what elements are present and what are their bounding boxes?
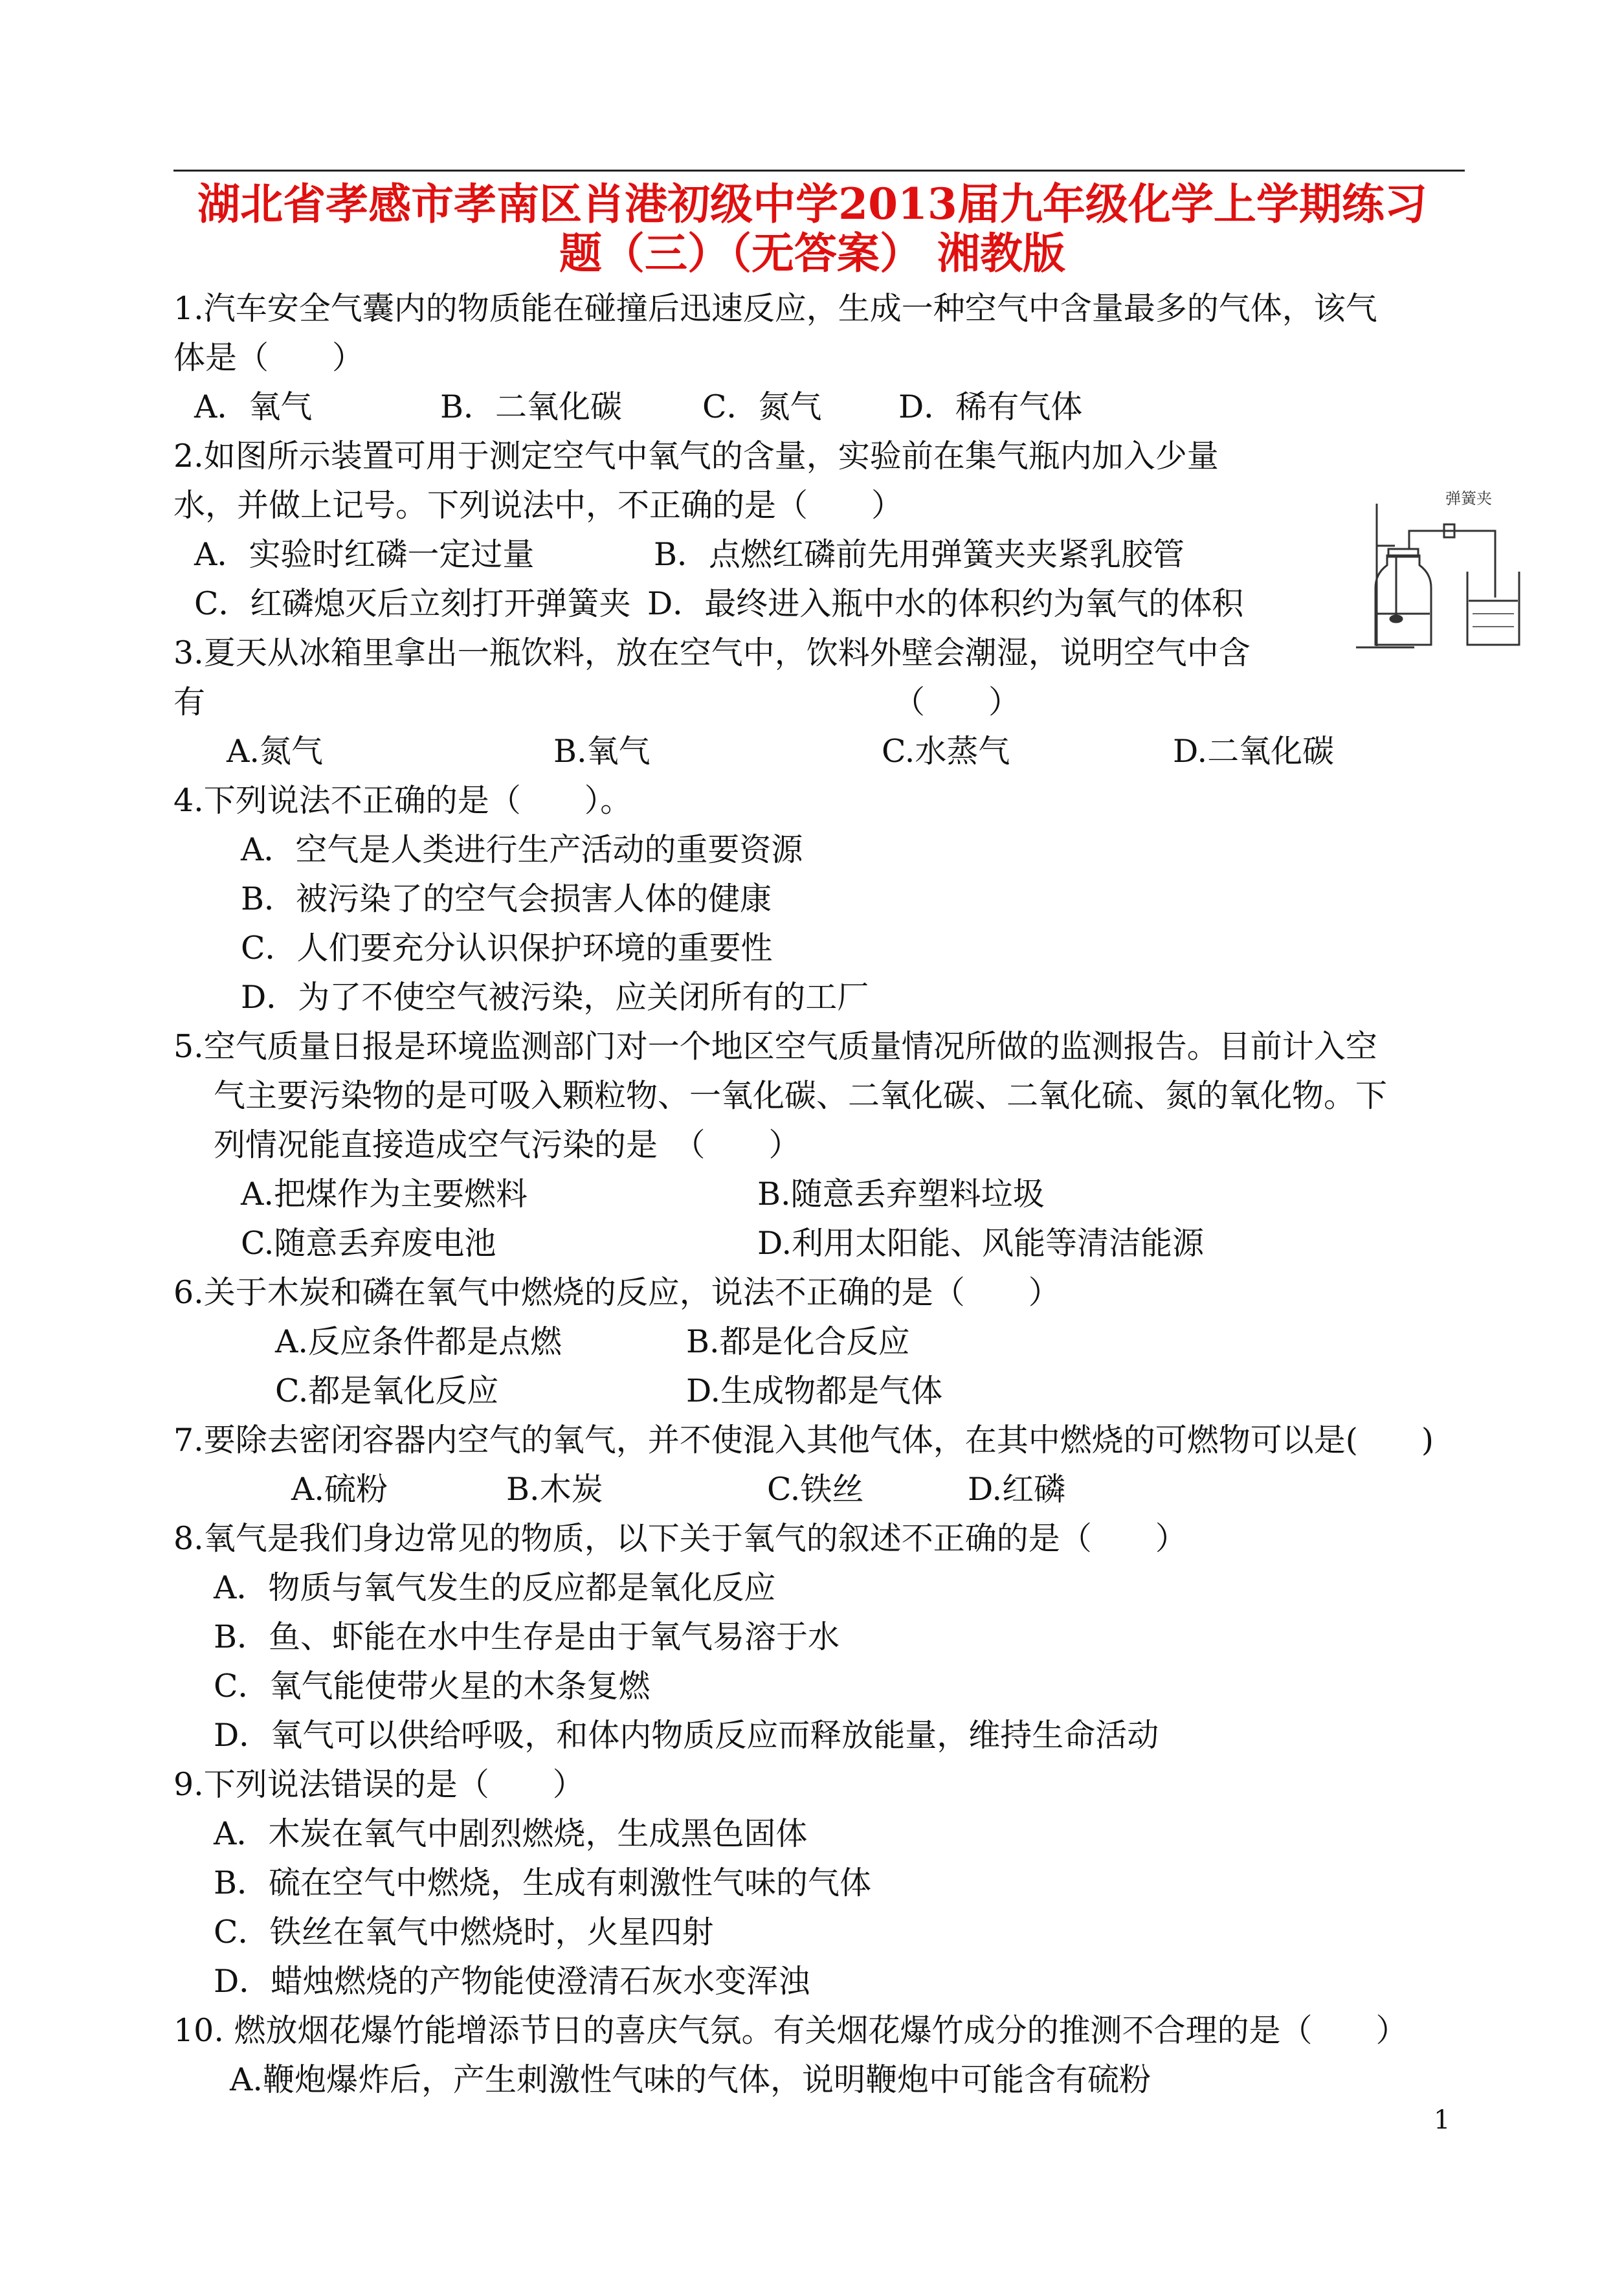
q7-option-d: D.红磷 xyxy=(968,1471,1066,1508)
q2-option-b: B．点燃红磷前先用弹簧夹夹紧乳胶管 xyxy=(654,536,1185,573)
q5-stem-cont-2: 列情况能直接造成空气污染的是 （ ） xyxy=(214,1126,801,1163)
q5-stem: 5.空气质量日报是环境监测部门对一个地区空气质量情况所做的监测报告。目前计入空 xyxy=(173,1028,1377,1065)
q9-option-a: A．木炭在氧气中剧烈燃烧，生成黑色固体 xyxy=(214,1815,808,1852)
q2-option-c: C．红磷熄灭后立刻打开弹簧夹 xyxy=(194,585,631,622)
apparatus-figure xyxy=(1350,484,1528,666)
spring-clip-label: 弹簧夹 xyxy=(1445,489,1492,508)
q5-stem-cont-1: 气主要污染物的是可吸入颗粒物、一氧化碳、二氧化碳、二氧化硫、氮的氧化物。下 xyxy=(214,1077,1388,1114)
q7-option-a: A.硫粉 xyxy=(291,1471,388,1508)
q3-option-b: B.氧气 xyxy=(553,733,651,770)
q2-option-d: D．最终进入瓶中水的体积约为氧气的体积 xyxy=(647,585,1244,622)
burning-spoon xyxy=(1390,616,1402,622)
q4-option-b: B．被污染了的空气会损害人体的健康 xyxy=(241,880,772,917)
q9-stem: 9.下列说法错误的是（ ） xyxy=(173,1766,584,1803)
q8-option-c: C．氧气能使带火星的木条复燃 xyxy=(214,1668,651,1705)
document-title-line-1: 湖北省孝感市孝南区肖港初级中学2013届九年级化学上学期练习 xyxy=(197,179,1427,229)
q3-stem: 3.夏天从冰箱里拿出一瓶饮料，放在空气中，饮料外壁会潮湿，说明空气中含 xyxy=(173,634,1251,671)
q4-option-d: D．为了不使空气被污染，应关闭所有的工厂 xyxy=(241,979,869,1016)
q8-option-d: D．氧气可以供给呼吸，和体内物质反应而释放能量，维持生命活动 xyxy=(214,1717,1159,1754)
q10-option-a: A.鞭炮爆炸后，产生刺激性气味的气体，说明鞭炮中可能含有硫粉 xyxy=(230,2061,1151,2098)
q3-option-a: A.氮气 xyxy=(227,733,323,770)
q1-option-a: A．氧气 xyxy=(194,388,313,425)
beaker xyxy=(1467,572,1519,645)
q6-option-a: A.反应条件都是点燃 xyxy=(275,1323,562,1360)
q5-option-c: C.随意丢弃废电池 xyxy=(241,1225,496,1262)
q6-option-d: D.生成物都是气体 xyxy=(686,1372,943,1409)
q7-option-c: C.铁丝 xyxy=(767,1471,864,1508)
q9-option-b: B．硫在空气中燃烧，生成有刺激性气味的气体 xyxy=(214,1864,872,1901)
q6-option-c: C.都是氧化反应 xyxy=(275,1372,499,1409)
q1-stem: 1.汽车安全气囊内的物质能在碰撞后迅速反应，生成一种空气中含量最多的气体，该气 xyxy=(173,290,1377,327)
q3-option-d: D.二氧化碳 xyxy=(1173,733,1335,770)
q8-stem: 8.氧气是我们身边常见的物质，以下关于氧气的叙述不正确的是（ ） xyxy=(173,1520,1187,1557)
q7-stem: 7.要除去密闭容器内空气的氧气，并不使混入其他气体，在其中燃烧的可燃物可以是( ) xyxy=(173,1422,1434,1459)
q9-option-c: C．铁丝在氧气中燃烧时，火星四射 xyxy=(214,1914,714,1951)
page-number: 1 xyxy=(1434,2105,1451,2135)
q3-answer-blank: （ ） xyxy=(893,684,1021,721)
connecting-tube xyxy=(1409,531,1495,598)
header-rule xyxy=(173,170,1465,172)
q4-stem: 4.下列说法不正确的是（ ）。 xyxy=(173,782,632,819)
q9-option-d: D．蜡烛燃烧的产物能使澄清石灰水变浑浊 xyxy=(214,1963,810,2000)
q10-stem: 10. 燃放烟花爆竹能增添节日的喜庆气氛。有关烟花爆竹成分的推测不合理的是（ ） xyxy=(173,2012,1408,2049)
gas-bottle xyxy=(1375,555,1431,645)
q8-option-b: B．鱼、虾能在水中生存是由于氧气易溶于水 xyxy=(214,1618,840,1655)
q5-option-b: B.随意丢弃塑料垃圾 xyxy=(757,1176,1045,1213)
q2-stem-cont: 水，并做上记号。下列说法中，不正确的是（ ） xyxy=(173,487,904,524)
q5-option-a: A.把煤作为主要燃料 xyxy=(241,1176,528,1213)
q6-option-b: B.都是化合反应 xyxy=(686,1323,910,1360)
q6-stem: 6.关于木炭和磷在氧气中燃烧的反应，说法不正确的是（ ） xyxy=(173,1274,1060,1311)
q2-stem: 2.如图所示装置可用于测定空气中氧气的含量，实验前在集气瓶内加入少量 xyxy=(173,438,1219,475)
q4-option-c: C．人们要充分认识保护环境的重要性 xyxy=(241,930,773,967)
q4-option-a: A．空气是人类进行生产活动的重要资源 xyxy=(241,831,803,868)
q8-option-a: A．物质与氧气发生的反应都是氧化反应 xyxy=(214,1569,776,1606)
q3-option-c: C.水蒸气 xyxy=(882,733,1010,770)
q2-option-a: A．实验时红磷一定过量 xyxy=(194,536,535,573)
q3-stem-cont: 有 xyxy=(173,684,206,721)
q7-option-b: B.木炭 xyxy=(506,1471,603,1508)
document-title-line-2: 题（三）（无答案） 湘教版 xyxy=(559,228,1065,278)
q1-stem-cont: 体是（ ） xyxy=(173,339,364,376)
q1-option-b: B．二氧化碳 xyxy=(440,388,623,425)
q1-option-d: D．稀有气体 xyxy=(898,388,1083,425)
q1-option-c: C．氮气 xyxy=(702,388,822,425)
q5-option-d: D.利用太阳能、风能等清洁能源 xyxy=(757,1225,1205,1262)
